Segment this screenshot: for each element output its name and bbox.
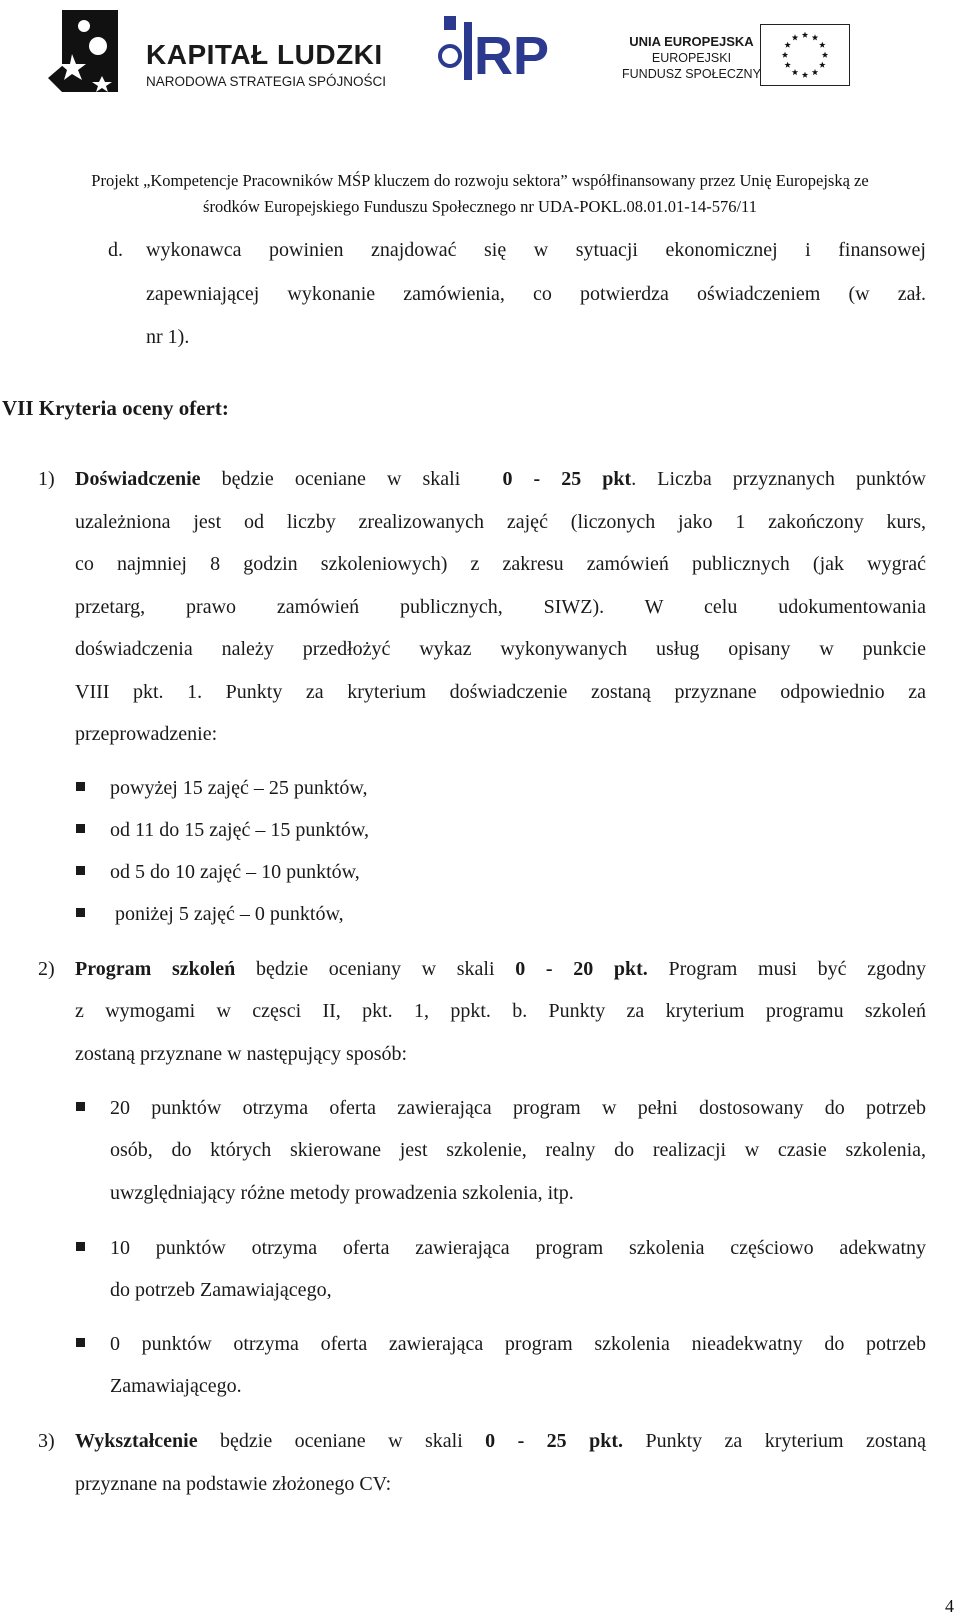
item-d-line-3: nr 1). [146,326,190,348]
item-d-line-2: zapewniającej wykonanie zamówienia, co potwierdza oświadczeniem (w zał. [146,283,926,305]
bullet-square-icon [76,908,85,917]
page-number: 4 [945,1596,954,1616]
criterion-2-bullet-1-line-3: uwzględniający różne metody prowadzenia szkolenia, itp. [110,1182,574,1204]
rp-logo-text: RP [474,26,550,86]
criterion-3-marker: 3) [38,1430,55,1452]
criterion-2-bullet-3-line-1: 0 punktów otrzyma oferta zawierająca program szkolenia nieadekwatny do potrzeb [110,1333,926,1355]
criterion-2-marker: 2) [38,958,55,980]
criterion-1-name: Doświadczenie [75,468,201,490]
item-d-marker: d. [108,239,123,261]
criterion-2-line-3: zostaną przyznane w następujący sposób: [75,1043,408,1065]
criterion-2-mid: będzie oceniany w skali [235,958,516,980]
criterion-1-line-7: przeprowadzenie: [75,723,218,745]
bullet-square-icon [76,824,85,833]
bullet-square-icon [76,866,85,875]
eu-title: UNIA EUROPEJSKA [629,34,754,49]
criterion-2-name: Program szkoleń [75,958,236,980]
criterion-1-bullet-3: od 5 do 10 zajęć – 10 punktów, [110,861,360,883]
criterion-3-line-1 [75,1428,926,1454]
criterion-1-line-3: co najmniej 8 godzin szkoleniowych) z zakresu zamówień publicznych (jak wygrać [75,553,926,575]
criterion-1-line-4: przetarg, prawo zamówień publicznych, SIWZ). W celu udokumentowania [75,596,926,618]
criterion-2-line-1 [75,956,926,982]
criterion-2-end: Program musi być zgodny [647,958,926,980]
section-title: VII Kryteria oceny ofert: [2,396,229,420]
criterion-3-name: Wykształcenie [75,1430,198,1452]
criterion-1-marker: 1) [38,468,55,490]
criterion-2-bullet-1-line-2: osób, do których skierowane jest szkolenie, realny do realizacji w czasie szkolenia, [110,1139,926,1161]
criterion-1-scale: 0 - 25 pkt [502,468,632,490]
criterion-1-bullet-2: od 11 do 15 zajęć – 15 punktów, [110,819,370,841]
criterion-2-bullet-1-line-1: 20 punktów otrzyma oferta zawierająca program w pełni dostosowany do potrzeb [110,1097,926,1119]
kapital-ludzki-subtitle: NARODOWA STRATEGIA SPÓJNOŚCI [146,74,387,89]
criterion-1-line-5: doświadczenia należy przedłożyć wykaz wykonywanych usług opisany w punkcie [75,638,926,660]
criterion-3-scale: 0 - 25 pkt. [485,1430,624,1452]
criterion-1-bullet-4: poniżej 5 zajęć – 0 punktów, [110,903,344,925]
bullet-square-icon [76,782,85,791]
rp-logo-icon [440,16,550,86]
bullet-square-icon [76,1102,85,1111]
criterion-2-line-2: z wymogami w częsci II, pkt. 1, ppkt. b. Punkty za kryterium programu szkoleń [75,1000,926,1022]
criterion-1-mid: będzie oceniane w skali [200,468,503,490]
criterion-2-bullet-2-line-2: do potrzeb Zamawiającego, [110,1279,332,1301]
criterion-1-end: . Liczba przyznanych punktów [631,468,926,490]
kapital-ludzki-logo-icon [42,6,138,98]
criterion-2-bullet-3-line-2: Zamawiającego. [110,1375,242,1397]
criterion-1-line-1 [75,466,926,492]
criterion-1-bullet-1: powyżej 15 zajęć – 25 punktów, [110,777,368,799]
criterion-3-end: Punkty za kryterium zostaną [623,1430,926,1452]
kapital-ludzki-title: KAPITAŁ LUDZKI [146,39,383,70]
item-d-line-1: wykonawca powinien znajdować się w sytuacji ekonomicznej i finansowej [146,239,926,261]
criterion-1-line-6: VIII pkt. 1. Punkty za kryterium doświadczenie zostaną przyznane odpowiednio za [75,681,926,703]
criterion-3-line-2: przyznane na podstawie złożonego CV: [75,1473,392,1495]
project-header-line-1: Projekt „Kompetencje Pracowników MŚP kluczem do rozwoju sektora” współfinansowany przez Unię Europejską ze [91,171,869,190]
kapital-ludzki-logo [146,40,386,90]
eu-subtitle-1: EUROPEJSKI [651,51,732,65]
criterion-3-mid: będzie oceniane w skali [197,1430,486,1452]
bullet-square-icon [76,1338,85,1347]
eu-subtitle-2: FUNDUSZ SPOŁECZNY [622,67,761,81]
project-header-line-2: środków Europejskiego Funduszu Społecznego nr UDA-POKL.08.01.01-14-576/11 [203,197,757,216]
criterion-2-bullet-2-line-1: 10 punktów otrzyma oferta zawierająca program szkolenia częściowo adekwatny [110,1237,926,1259]
criterion-2-scale: 0 - 20 pkt. [515,958,648,980]
eu-flag-icon [760,24,850,86]
bullet-square-icon [76,1242,85,1251]
eu-logo [622,33,761,82]
criterion-1-line-2: uzależniona jest od liczby zrealizowanych zajęć (liczonych jako 1 zakończony kurs, [75,511,926,533]
